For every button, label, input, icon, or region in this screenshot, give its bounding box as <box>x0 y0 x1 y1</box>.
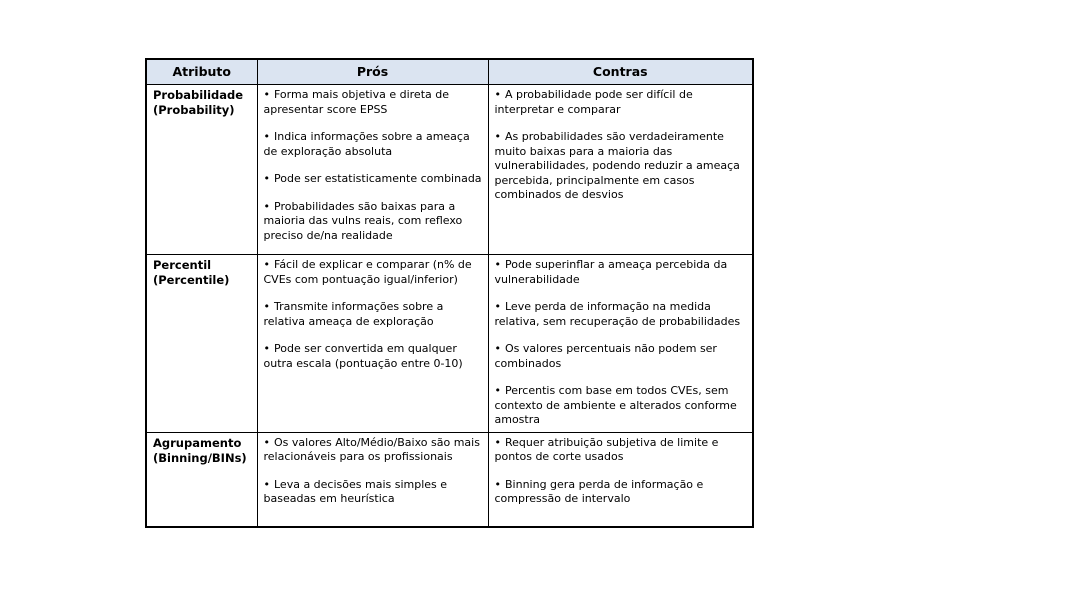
col-header-pros: Prós <box>257 59 488 85</box>
attribute-name: Agrupamento <box>153 435 242 450</box>
pro-text: Indica informações sobre a ameaça de exploração absoluta <box>263 130 470 158</box>
pro-text: Transmite informações sobre a relativa ameaça de exploração <box>263 300 444 328</box>
bullet-icon: • <box>263 172 270 185</box>
con-item <box>495 384 748 428</box>
con-item <box>495 88 748 117</box>
bullet-icon: • <box>263 199 270 213</box>
con-text: Leve perda de informação na medida relativa, sem recuperação de probabilidades <box>494 300 741 328</box>
bullet-icon: • <box>494 435 501 449</box>
comparison-table <box>145 58 754 528</box>
pro-item <box>264 258 483 287</box>
pro-text: Forma mais objetiva e direta de apresentar score EPSS <box>263 88 449 116</box>
pro-item <box>264 172 483 187</box>
pro-text: Fácil de explicar e comparar (n% de CVEs com pontuação igual/inferior) <box>263 258 472 286</box>
table-row-percentil <box>146 255 753 433</box>
pro-text: Pode ser estatisticamente combinada <box>274 172 482 185</box>
bullet-icon: • <box>494 258 501 271</box>
pro-item <box>264 200 483 244</box>
attribute-cell <box>146 432 257 527</box>
con-item <box>495 258 748 287</box>
pro-item <box>264 436 483 465</box>
bullet-icon: • <box>263 300 270 313</box>
pro-item <box>264 478 483 507</box>
attribute-name: Percentil <box>153 258 212 272</box>
bullet-icon: • <box>494 342 501 355</box>
con-text: Pode superinflar a ameaça percebida da vulnerabilidade <box>494 258 728 286</box>
bullet-icon: • <box>263 435 270 449</box>
bullet-icon: • <box>263 130 270 143</box>
con-text: Os valores percentuais não podem ser combinados <box>494 342 717 370</box>
bullet-icon: • <box>263 258 270 271</box>
con-item <box>495 300 748 329</box>
con-text: Binning gera perda de informação e compressão de intervalo <box>494 477 704 505</box>
attribute-name: Probabilidade <box>153 88 244 102</box>
bullet-icon: • <box>263 88 270 101</box>
bullet-icon: • <box>494 384 501 397</box>
pro-item <box>264 130 483 159</box>
con-text: A probabilidade pode ser difícil de interpretar e comparar <box>494 88 693 116</box>
table-row-probabilidade <box>146 85 753 255</box>
bullet-icon: • <box>263 477 270 491</box>
pro-text: Os valores Alto/Médio/Baixo são mais relacionáveis para os profissionais <box>263 435 480 463</box>
pros-cell <box>257 432 488 527</box>
table-row-agrupamento <box>146 432 753 527</box>
pro-item <box>264 300 483 329</box>
pro-text: Leva a decisões mais simples e baseadas em heurística <box>263 477 448 505</box>
pro-item <box>264 342 483 371</box>
con-item <box>495 478 748 507</box>
cons-cell <box>488 85 753 255</box>
con-item <box>495 436 748 465</box>
attribute-cell <box>146 255 257 433</box>
bullet-icon: • <box>494 477 501 491</box>
header-row <box>146 59 753 85</box>
con-item <box>495 342 748 371</box>
attribute-cell <box>146 85 257 255</box>
bullet-icon: • <box>494 300 501 313</box>
pro-text: Pode ser convertida em qualquer outra escala (pontuação entre 0-10) <box>263 342 463 370</box>
con-item <box>495 130 748 203</box>
cons-cell <box>488 255 753 433</box>
bullet-icon: • <box>263 342 270 355</box>
con-text: As probabilidades são verdadeiramente muito baixas para a maioria das vulnerabilidades, podendo reduzir a ameaça percebida, principalmente em casos combinados de desvios <box>494 130 740 201</box>
con-text: Percentis com base em todos CVEs, sem contexto de ambiente e alterados conforme amostra <box>494 384 737 426</box>
bullet-icon: • <box>494 130 501 143</box>
attribute-english: (Percentile) <box>153 273 230 287</box>
col-header-atributo: Atributo <box>146 59 257 85</box>
con-text: Requer atribuição subjetiva de limite e pontos de corte usados <box>494 435 719 463</box>
pro-text: Probabilidades são baixas para a maioria das vulns reais, com reflexo preciso de/na realidade <box>263 199 463 242</box>
pros-cell <box>257 255 488 433</box>
bullet-icon: • <box>494 88 501 101</box>
pros-cell <box>257 85 488 255</box>
attribute-english: (Binning/BINs) <box>153 450 247 465</box>
cons-cell <box>488 432 753 527</box>
attribute-english: (Probability) <box>153 103 235 117</box>
pro-item <box>264 88 483 117</box>
col-header-contras: Contras <box>488 59 753 85</box>
